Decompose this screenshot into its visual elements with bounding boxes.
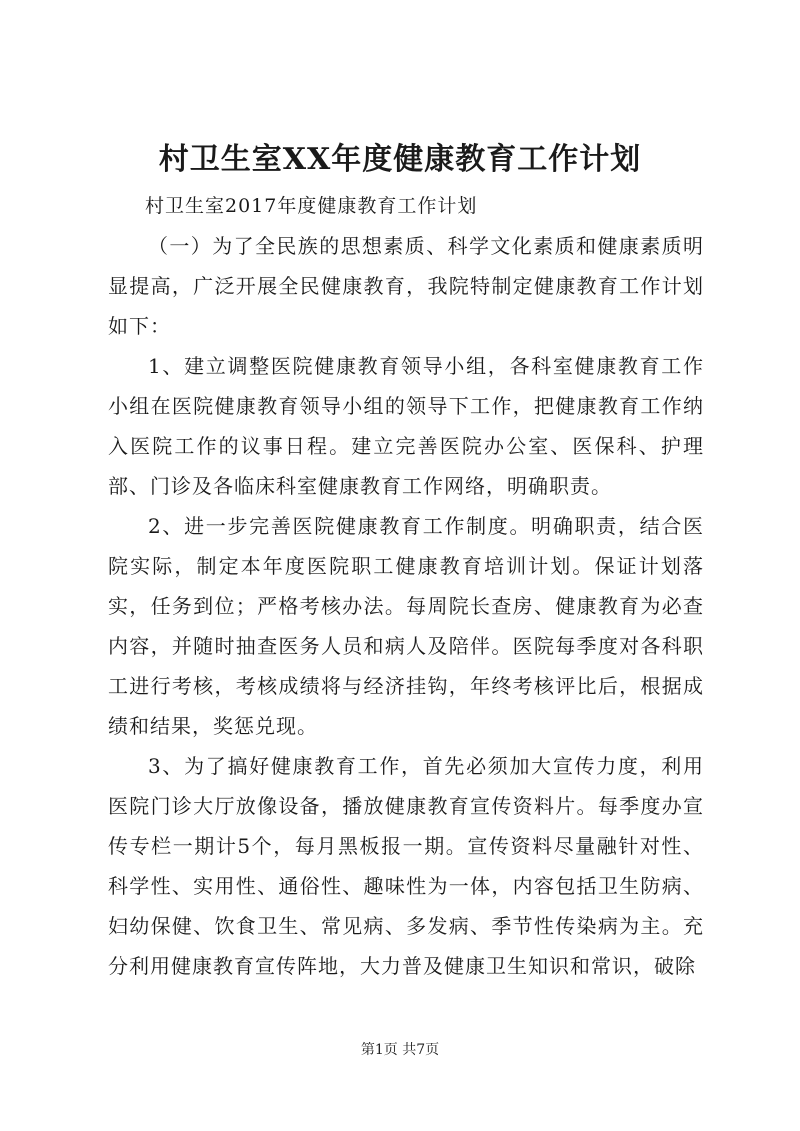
paragraph-item-3: 3、为了搞好健康教育工作，首先必须加大宣传力度，利用医院门诊大厅放像设备，播放健康教育宣传资料片。每季度办宣传专栏一期计5个，每月黑板报一期。宣传资料尽量融针对性、科学性、实用性、通俗性、趣味性为一体，内容包括卫生防病、妇幼保健、饮食卫生、常见病、多发病、季节性传染病为主。充分利用健康教育宣传阵地，大力普及健康卫生知识和常识，破除 [108,754,704,978]
paragraph-intro: （一）为了全民族的思想素质、科学文化素质和健康素质明显提高，广泛开展全民健康教育，我院特制定健康教育工作计划如下： [108,234,704,338]
document-subtitle: 村卫生室2017年度健康教育工作计划 [145,195,478,217]
paragraph-item-1: 1、建立调整医院健康教育领导小组，各科室健康教育工作小组在医院健康教育领导小组的领导下工作，把健康教育工作纳入医院工作的议事日程。建立完善医院办公室、医保科、护理部、门诊及各临床科室健康教育工作网络，明确职责。 [108,354,704,498]
document-title: 村卫生室XX年度健康教育工作计划 [158,142,642,177]
document-body [108,186,704,986]
paragraph-item-2: 2、进一步完善医院健康教育工作制度。明确职责，结合医院实际，制定本年度医院职工健康教育培训计划。保证计划落实，任务到位；严格考核办法。每周院长查房、健康教育为必查内容，并随时抽查医务人员和病人及陪伴。医院每季度对各科职工进行考核，考核成绩将与经济挂钩，年终考核评比后，根据成绩和结果，奖惩兑现。 [108,514,704,738]
page-footer: 第1页 共7页 [360,1042,440,1058]
